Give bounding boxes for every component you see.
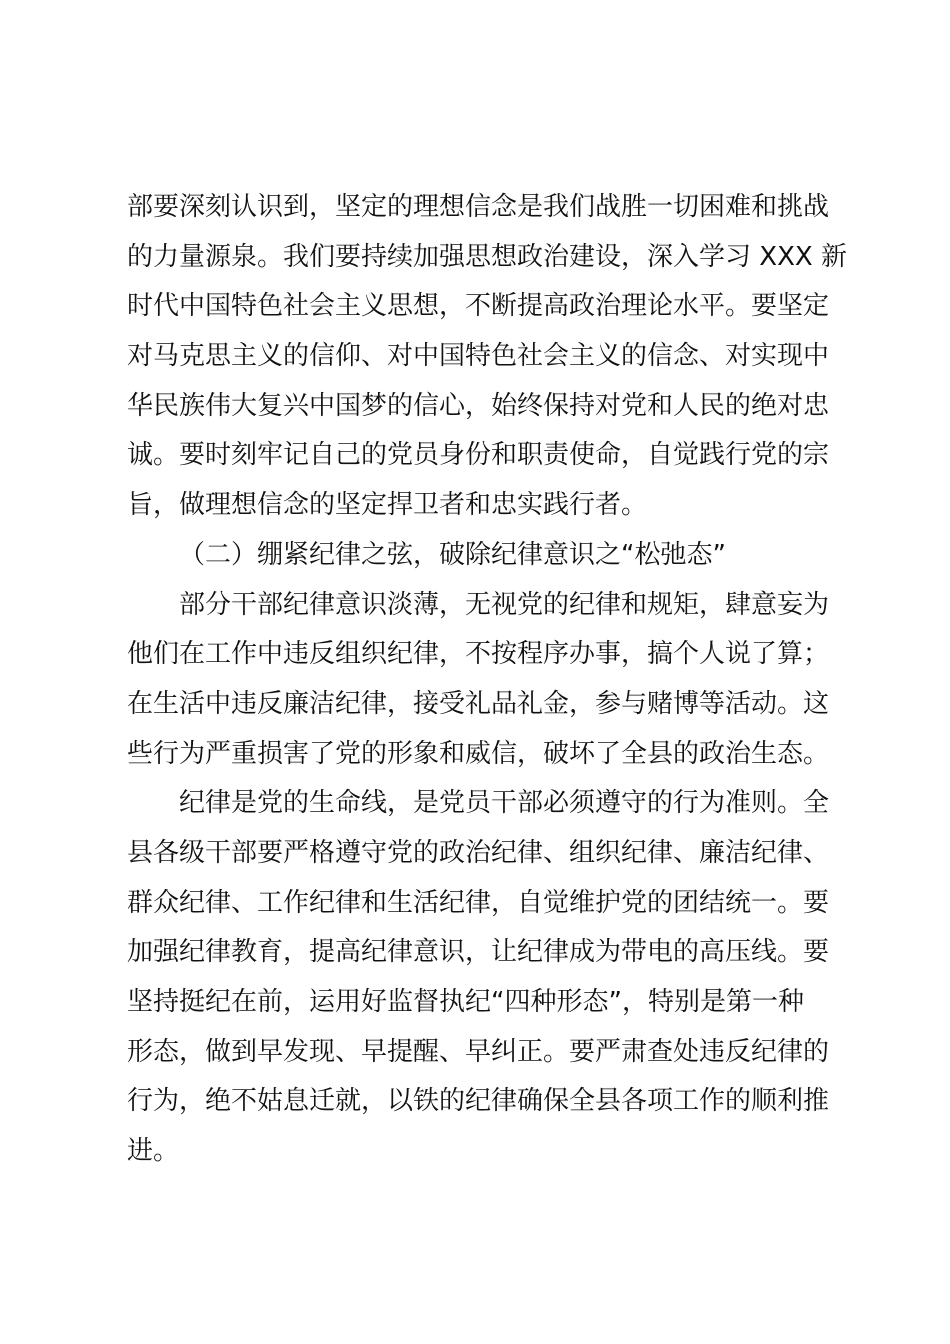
paragraph-line: 时代中国特色社会主义思想，不断提高政治理论水平。要坚定 (127, 291, 830, 322)
paragraph-line: 在生活中违反廉洁纪律，接受礼品礼金，参与赌博等活动。这 (127, 688, 830, 719)
paragraph-line: 加强纪律教育，提高纪律意识，让纪律成为带电的高压线。要 (127, 937, 830, 968)
paragraph-line: 的力量源泉。我们要持续加强思想政治建设，深入学习 XXX 新 (127, 241, 847, 272)
paragraph-line: 些行为严重损害了党的形象和威信，破坏了全县的政治生态。 (127, 738, 830, 769)
paragraph-line: 行为，绝不姑息迁就，以铁的纪律确保全县各项工作的顺利推 (127, 1086, 830, 1117)
paragraph-line: 纪律是党的生命线，是党员干部必须遵守的行为准则。全 (179, 788, 830, 819)
paragraph-line: 部分干部纪律意识淡薄，无视党的纪律和规矩，肆意妄为 (179, 589, 830, 620)
paragraph-line: 华民族伟大复兴中国梦的信心，始终保持对党和人民的绝对忠 (127, 390, 830, 421)
document-body (127, 183, 847, 1177)
paragraph-line: 形态，做到早发现、早提醒、早纠正。要严肃查处违反纪律的 (127, 1036, 830, 1067)
paragraph-line: 县各级干部要严格遵守党的政治纪律、组织纪律、廉洁纪律、 (127, 837, 830, 868)
paragraph-line: 对马克思主义的信仰、对中国特色社会主义的信念、对实现中 (127, 341, 830, 372)
paragraph-line: 部要深刻认识到，坚定的理想信念是我们战胜一切困难和挑战 (127, 192, 830, 222)
paragraph-line: 进。 (127, 1136, 180, 1167)
section-heading: （二）绷紧纪律之弦，破除纪律意识之“松弛态” (179, 539, 726, 570)
paragraph-line: 旨，做理想信念的坚定捍卫者和忠实践行者。 (127, 490, 648, 521)
paragraph-line: 诚。要时刻牢记自己的党员身份和职责使命，自觉践行党的宗 (127, 440, 830, 471)
paragraph-line: 群众纪律、工作纪律和生活纪律，自觉维护党的团结统一。要 (127, 887, 830, 918)
paragraph-line: 他们在工作中违反组织纪律，不按程序办事，搞个人说了算； (127, 639, 830, 670)
paragraph-line: 坚持挺纪在前，运用好监督执纪“四种形态”，特别是第一种 (127, 987, 804, 1017)
